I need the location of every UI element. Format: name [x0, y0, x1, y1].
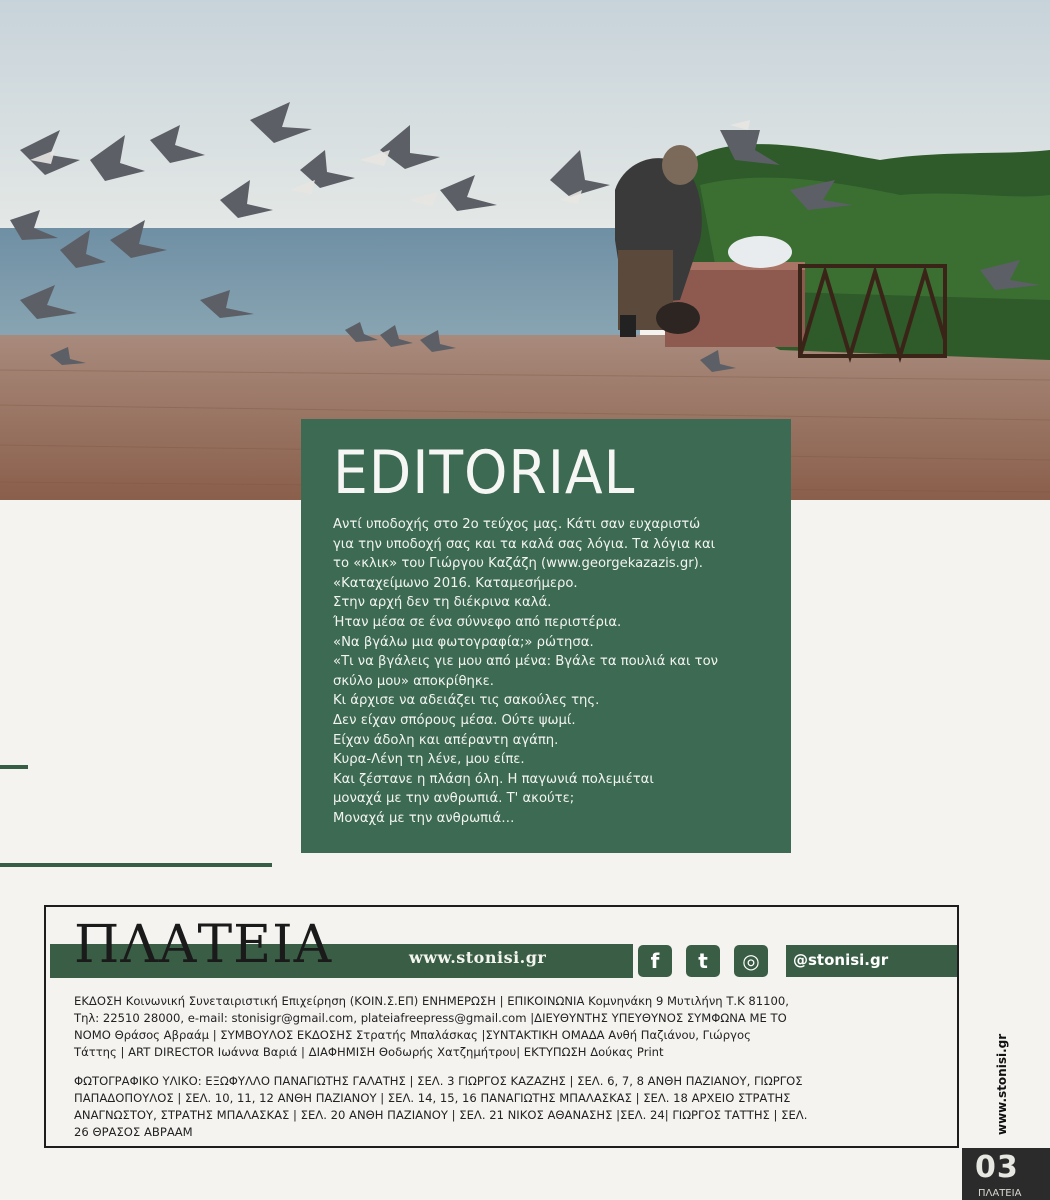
editorial-line: το «κλικ» του Γιώργου Καζάζη (www.georgekazazis.gr). [333, 556, 703, 572]
editorial-line: Ήταν μέσα σε ένα σύννεφο από περιστέρια. [333, 614, 622, 630]
editorial-line: «Καταχείμωνο 2016. Καταμεσήμερο. [333, 575, 578, 591]
brand-name: ΠΛΑΤΕΙΑ [74, 915, 333, 975]
credits-line: ΝΟΜΟ Θράσος Αβραάμ | ΣΥΜΒΟΥΛΟΣ ΕΚΔΟΣΗΣ Στρατής Μπαλάσκας |ΣΥΝΤΑΚΤΙΚΗ ΟΜΑΔΑ Ανθή Παζιάνου, Γιώργος [74, 1028, 751, 1042]
editorial-line: Κυρα-Λένη τη λένε, μου είπε. [333, 752, 525, 768]
credits-line: ΕΚΔΟΣΗ Κοινωνική Συνεταιριστική Επιχείρηση (ΚΟΙΝ.Σ.ΕΠ) ΕΝΗΜΕΡΩΣΗ | ΕΠΙΚΟΙΝΩΝΙΑ Κομνηνάκη 9 Μυτιλήνη Τ.Κ 81100, [74, 994, 789, 1008]
editorial-line: Αντί υποδοχής στο 2ο τεύχος μας. Κάτι σαν ευχαριστώ [333, 517, 701, 532]
editorial-line: Μοναχά με την ανθρωπιά… [333, 810, 515, 826]
masthead-box [44, 905, 959, 1148]
photo-credits-line: ΠΑΠΑΔΟΠΟΥΛΟΣ | ΣΕΛ. 10, 11, 12 ΑΝΘΗ ΠΑΖΙΑΝΟΥ | ΣΕΛ. 14, 15, 16 ΠΑΝΑΓΙΩΤΗΣ ΜΠΑΛΑΣΚΑΣ | ΣΕΛ. 18 ΑΡΧΕΙΟ ΣΤΡΑΤΗΣ [74, 1091, 791, 1105]
photo-credits-line: 26 ΘΡΑΣΟΣ ΑΒΡΑΑΜ [74, 1125, 193, 1139]
side-url: www.stonisi.gr [995, 1033, 1009, 1135]
editorial-line: σκύλο μου» αποκρίθηκε. [333, 673, 494, 689]
editorial-line: «Να βγάλω μια φωτογραφία;» ρώτησα. [333, 634, 594, 650]
photo-credits-line: ΦΩΤΟΓΡΑΦΙΚΟ ΥΛΙΚΟ: ΕΞΩΦΥΛΛΟ ΠΑΝΑΓΙΩΤΗΣ ΓΑΛΑΤΗΣ | ΣΕΛ. 3 ΓΙΩΡΓΟΣ ΚΑΖΑΖΗΣ | ΣΕΛ. 6, 7, 8 ΑΝΘΗ ΠΑΖΙΑΝΟΥ, ΓΙΩΡΓΟΣ [74, 1074, 803, 1088]
credits-line: Τηλ: 22510 28000, e-mail: stonisigr@gmail.com, plateiafreepress@gmail.com |ΔΙΕΥΘΥΝΤΗΣ ΥΠΕΥΘΥΝΟΣ ΣΥΜΦΩΝΑ ΜΕ ΤΟ [74, 1011, 787, 1025]
editorial-line: Και ζέστανε η πλάση όλη. Η παγωνιά πολεμιέται [333, 771, 654, 787]
editorial-line: Είχαν άδολη και απέραντη αγάπη. [333, 732, 559, 748]
editorial-line: μοναχά με την ανθρωπιά. Τ' ακούτε; [333, 791, 575, 807]
instagram-icon[interactable]: ◎ [734, 945, 768, 977]
editorial-line: Κι άρχισε να αδειάζει τις σακούλες της. [333, 693, 600, 709]
photo-credits [74, 1073, 944, 1141]
brand-url[interactable]: www.stonisi.gr [409, 948, 547, 967]
page-number: 03 [975, 1150, 1019, 1185]
editorial-line: Δεν είχαν σπόρους μέσα. Ούτε ψωμί. [333, 712, 576, 728]
editorial-line: για την υποδοχή σας και τα καλά σας λόγια. Τα λόγια και [333, 536, 716, 552]
credits-line: Τάττης | ART DIRECTOR Ιωάννα Βαριά | ΔΙΑΦΗΜΙΣΗ Θοδωρής Χατζημήτρου| ΕΚΤΥΠΩΣΗ Δούκας Print [74, 1045, 664, 1059]
twitter-icon[interactable]: t [686, 945, 720, 977]
photo-credits-line: ΑΝΑΓΝΩΣΤΟΥ, ΣΤΡΑΤΗΣ ΜΠΑΛΑΣΚΑΣ | ΣΕΛ. 20 ΑΝΘΗ ΠΑΖΙΑΝΟΥ | ΣΕΛ. 21 ΝΙΚΟΣ ΑΘΑΝΑΣΗΣ |ΣΕΛ. 24| ΓΙΩΡΓΟΣ ΤΑΤΤΗΣ | ΣΕΛ. [74, 1108, 808, 1122]
decorative-line-long [0, 863, 272, 867]
editorial-title: EDITORIAL [333, 438, 636, 508]
page-tab-label: ΠΛΑΤΕΙΑ [978, 1188, 1022, 1199]
publication-credits [74, 993, 944, 1061]
facebook-icon[interactable]: f [638, 945, 672, 977]
editorial-line: Στην αρχή δεν τη διέκρινα καλά. [333, 595, 552, 611]
editorial-box [301, 419, 791, 853]
decorative-line-short [0, 765, 28, 769]
editorial-body [333, 515, 767, 829]
social-handle[interactable]: @stonisi.gr [793, 951, 889, 969]
editorial-line: «Τι να βγάλεις γιε μου από μένα: Βγάλε τα πουλιά και τον [333, 654, 719, 670]
